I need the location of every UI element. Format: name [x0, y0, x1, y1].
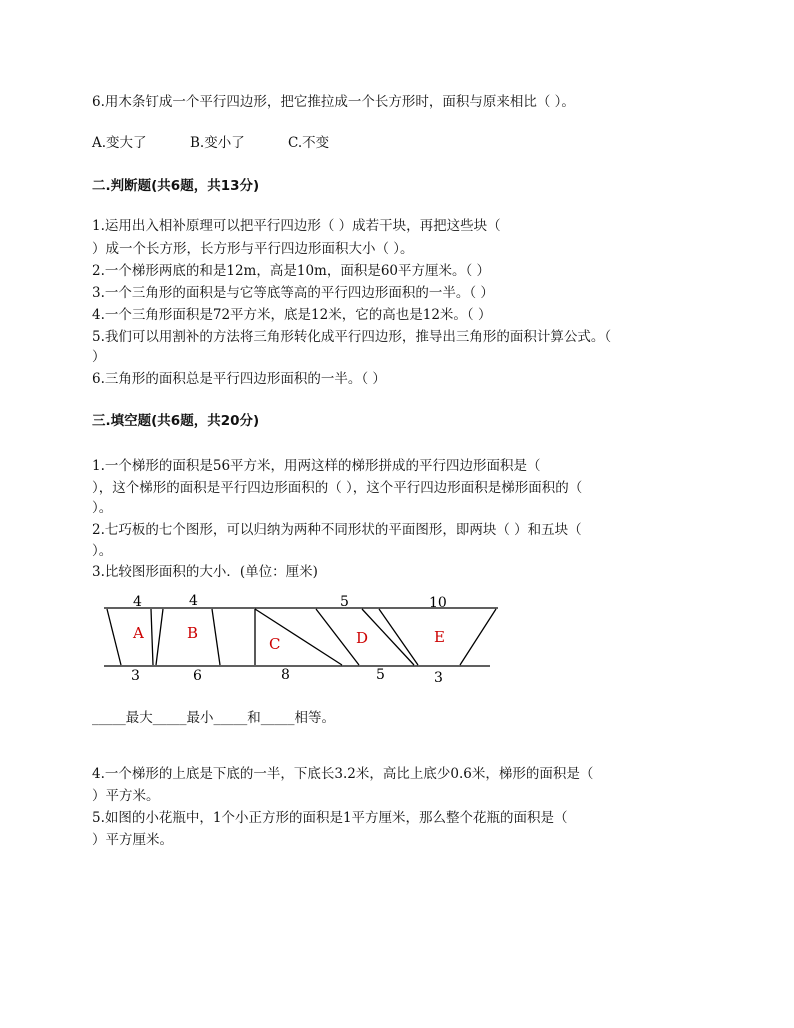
bottom-number: 6: [193, 668, 202, 684]
s3-line-9: 5.如图的小花瓶中，1个小正方形的面积是1平方厘米，那么整个花瓶的面积是（: [92, 810, 568, 826]
shape-label: A: [133, 624, 144, 642]
top-number: 4: [189, 593, 198, 609]
shape-label: E: [434, 628, 445, 646]
shape-label: B: [187, 624, 199, 642]
shape-label: D: [356, 629, 369, 647]
s3-line-3: ）。: [92, 500, 113, 516]
comparison-answer-line: _____最大_____最小_____和_____相等。: [92, 710, 335, 726]
s2-line-8: 6.三角形的面积总是平行四边形面积的一半。（ ）: [92, 371, 386, 387]
s3-line-2: ），这个梯形的面积是平行四边形面积的（ ），这个平行四边形面积是梯形面积的（: [92, 480, 583, 496]
bottom-number: 3: [131, 668, 140, 684]
s3-line-10: ）平方厘米。: [92, 832, 173, 848]
bottom-number: 5: [376, 667, 385, 683]
s2-line-4: 3.一个三角形的面积是与它等底等高的平行四边形面积的一半。（ ）: [92, 285, 494, 301]
edge: [379, 609, 418, 665]
s2-line-6: 5.我们可以用割补的方法将三角形转化成平行四边形，推导出三角形的面积计算公式。（: [92, 329, 612, 345]
s2-line-3: 2.一个梯形两底的和是12m，高是10m，面积是60平方厘米。（ ）: [92, 263, 491, 279]
option-c: C.不变: [288, 135, 330, 151]
s3-line-6: 3.比较图形面积的大小．(单位：厘米): [92, 564, 318, 580]
edge: [151, 609, 153, 665]
option-a: A.变大了: [92, 135, 147, 151]
section-2-title: 二.判断题(共6题，共13分): [92, 178, 260, 194]
top-number: 5: [340, 594, 349, 610]
edge: [107, 609, 121, 665]
s3-line-7: 4.一个梯形的上底是下底的一半，下底长3.2米，高比上底少0.6米，梯形的面积是（: [92, 766, 594, 782]
bottom-number: 3: [434, 670, 443, 686]
s2-line-2: ）成一个长方形，长方形与平行四边形面积大小（ ）。: [92, 241, 414, 257]
edge: [156, 609, 163, 665]
top-number: 10: [429, 595, 447, 611]
option-b: B.变小了: [190, 135, 245, 151]
s3-line-1: 1.一个梯形的面积是56平方米，用两这样的梯形拼成的平行四边形面积是（: [92, 458, 541, 474]
s2-line-7: ）: [92, 349, 106, 365]
edge: [212, 609, 220, 665]
edge: [460, 609, 496, 665]
s3-line-8: ）平方米。: [92, 788, 160, 804]
s2-line-1: 1.运用出入相补原理可以把平行四边形（ ）成若干块，再把这些块（: [92, 218, 501, 234]
s2-line-5: 4.一个三角形面积是72平方米，底是12米，它的高也是12米。（ ）: [92, 307, 492, 323]
shape-label: C: [269, 635, 281, 653]
s3-line-5: ）。: [92, 543, 113, 559]
section-3-title: 三.填空题(共6题，共20分): [92, 413, 260, 429]
edge: [362, 609, 414, 665]
top-number: 4: [133, 594, 142, 610]
bottom-number: 8: [281, 667, 290, 683]
s3-line-4: 2.七巧板的七个图形，可以归纳为两种不同形状的平面图形，即两块（ ）和五块（: [92, 522, 582, 538]
edge: [316, 609, 359, 665]
question-6-stem: 6.用木条钉成一个平行四边形，把它推拉成一个长方形时，面积与原来相比（ ）。: [92, 94, 575, 110]
